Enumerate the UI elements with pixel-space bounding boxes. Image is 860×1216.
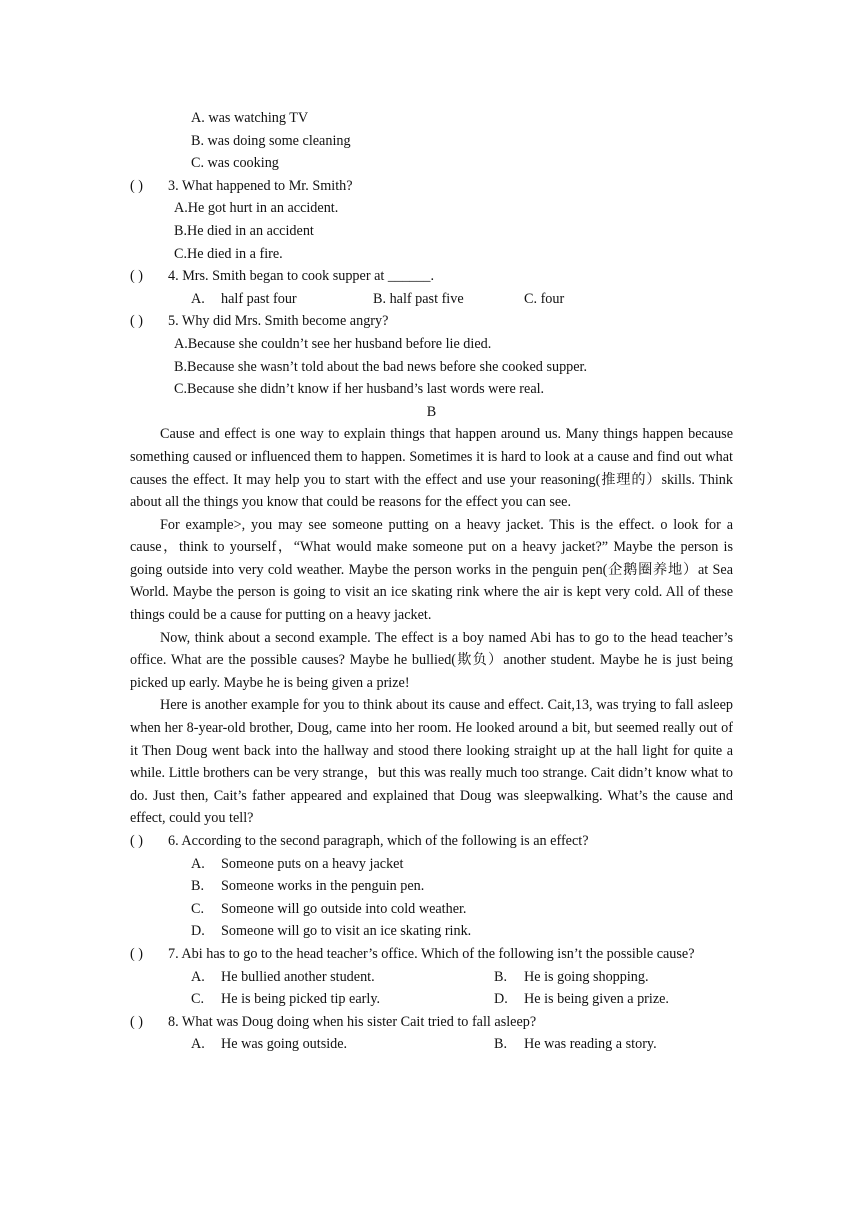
section-heading: B — [426, 403, 437, 420]
option: C. Someone will go outside into cold weather. — [191, 900, 467, 917]
options-row — [130, 966, 733, 989]
question-text: 4. Mrs. Smith began to cook supper at ______. — [168, 268, 434, 285]
option-line: A.Because she couldn’t see her husband before lie died. — [174, 335, 492, 352]
passage-paragraph: Now, think about a second example. The effect is a boy named Abi has to go to the head teacher’s office. What are the possible causes? Maybe he bullied(欺负）another student. Maybe he is just being picked up early. Maybe he is being given a prize! — [130, 629, 733, 691]
option-line: C.He died in a fire. — [174, 245, 283, 262]
option-line: C.Because she didn’t know if her husband’s last words were real. — [174, 381, 545, 398]
option: A. He was going outside. — [191, 1036, 348, 1053]
option: D. He is being given a prize. — [494, 991, 669, 1008]
option-line: A. was watching TV — [191, 110, 309, 126]
option: C. four — [524, 290, 565, 307]
answer-blank: ( ) — [130, 177, 143, 194]
answer-blank: ( ) — [130, 268, 143, 285]
question-text: 6. According to the second paragraph, which of the following is an effect? — [168, 833, 589, 849]
options-row — [130, 988, 733, 1011]
question-text: 5. Why did Mrs. Smith become angry? — [168, 313, 389, 330]
option: A. He bullied another student. — [191, 968, 375, 985]
option-line: A.He got hurt in an accident. — [174, 200, 339, 217]
question-5 — [130, 310, 733, 333]
option-line: B.He died in an accident — [174, 222, 314, 239]
option: B. He was reading a story. — [494, 1036, 657, 1053]
options-row — [130, 288, 733, 311]
option-line: B.Because she wasn’t told about the bad news before she cooked supper. — [174, 358, 588, 375]
passage-paragraph: Here is another example for you to think about its cause and effect. Cait,13, was trying to fall asleep when her 8-year-old brother, Doug, came into her room. He looked around a bit, but seemed really out of it Then Doug went back into the hallway and stood there looking straight up at the hall light for quite a while. Little brothers can be very strange，but this was really much too strange. Cait didn’t know what to do. Just then, Cait’s father appeared and explained that Doug was sleepwalking. What’s the cause and effect, could you tell? — [130, 697, 733, 827]
option: B. half past five — [373, 290, 464, 307]
passage-paragraph: For example>, you may see someone putting on a heavy jacket. This is the effect. o look for a cause，think to yourself，“What would make someone put on a heavy jacket?” Maybe the person is going outside into very cold weather. Maybe the person works in the penguin pen(企鹅圈养地）at Sea World. Maybe the person is going to visit an ice skating rink where the air is kept very cold. All of these things could be a cause for putting on a heavy jacket. — [130, 516, 733, 624]
question-6 — [130, 830, 733, 853]
option: B. He is going shopping. — [494, 968, 649, 985]
answer-blank: ( ) — [130, 945, 143, 962]
question-8 — [130, 1011, 733, 1034]
question-text: 8. What was Doug doing when his sister Cait tried to fall asleep? — [168, 1013, 537, 1030]
answer-blank: ( ) — [130, 1013, 143, 1030]
question-text: 7. Abi has to go to the head teacher’s office. Which of the following isn’t the possible cause? — [168, 945, 695, 962]
answer-blank: ( ) — [130, 833, 143, 849]
document-content — [130, 107, 733, 1056]
option-line: B. was doing some cleaning — [191, 132, 351, 149]
option: B. Someone works in the penguin pen. — [191, 878, 425, 895]
option: C. He is being picked tip early. — [191, 991, 381, 1008]
question-4 — [130, 265, 733, 288]
question-7 — [130, 943, 733, 966]
option: A. half past four — [191, 290, 297, 307]
passage-paragraph: Cause and effect is one way to explain things that happen around us. Many things happen because something caused or influenced them to happen. Sometimes it is hard to look at a cause and find out what causes the effect. It may help you to start with the effect and use your reasoning(推理的）skills. Think about all the things you know that could be reasons for the effect you can see. — [130, 426, 733, 511]
answer-blank: ( ) — [130, 313, 143, 330]
option-line: C. was cooking — [191, 155, 279, 172]
question-3 — [130, 175, 733, 198]
question-text: 3. What happened to Mr. Smith? — [168, 177, 353, 194]
option: A. Someone puts on a heavy jacket — [191, 855, 404, 872]
options-row — [130, 1033, 733, 1056]
option: D. Someone will go to visit an ice skating rink. — [191, 923, 472, 940]
